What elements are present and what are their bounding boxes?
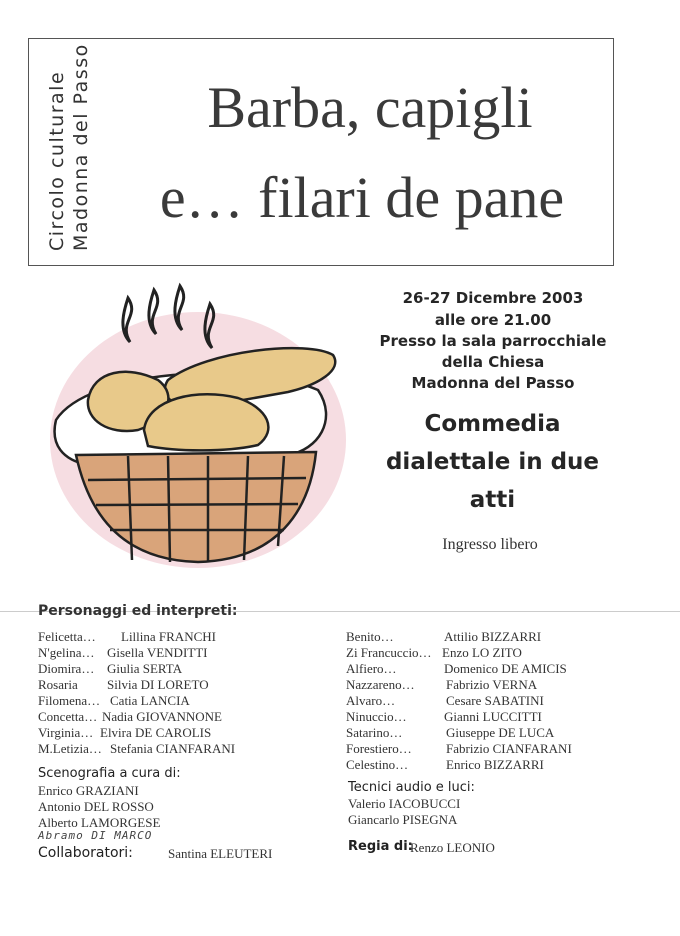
- actor: Silvia DI LORETO: [107, 677, 209, 692]
- organization-vertical: [38, 43, 98, 255]
- play-line3: atti: [469, 487, 516, 513]
- technicians-heading: Tecnici audio e luci:: [348, 780, 475, 795]
- event-venue-line3: Madonna del Passo: [411, 374, 575, 392]
- cast-heading: Personaggi ed interpreti:: [38, 603, 238, 619]
- bread-basket-illustration: [48, 280, 348, 580]
- event-venue-line1: Presso la sala parrocchiale: [379, 332, 607, 350]
- actor: Giuseppe DE LUCA: [446, 725, 555, 740]
- event-venue-line2: della Chiesa: [441, 353, 545, 371]
- entry-note: Ingresso libero: [442, 536, 538, 553]
- role: N'gelina…: [38, 645, 95, 660]
- technician: Giancarlo PISEGNA: [348, 812, 458, 827]
- play-line2: dialettale in due: [385, 449, 600, 475]
- title-line1: Barba, capigli: [207, 75, 533, 140]
- organization-line2: Madonna del Passo: [70, 43, 92, 251]
- handwritten-name: Abramo DI MARCO: [38, 829, 153, 842]
- role: Nazzareno…: [346, 677, 415, 692]
- actor: Stefania CIANFARANI: [110, 741, 236, 756]
- role: Felicetta…: [38, 629, 96, 644]
- collaborator-name: Santina ELEUTERI: [168, 846, 273, 861]
- actor: Enzo LO ZITO: [442, 645, 522, 660]
- actor: Enrico BIZZARRI: [446, 757, 544, 772]
- role: Virginia…: [38, 725, 94, 740]
- technician: Valerio IACOBUCCI: [348, 796, 461, 811]
- role: Celestino…: [346, 757, 409, 772]
- role: Rosaria: [38, 677, 78, 692]
- scenography-heading: Scenografia a cura di:: [38, 766, 181, 781]
- actor: Lillina FRANCHI: [121, 629, 216, 644]
- actor: Domenico DE AMICIS: [444, 661, 567, 676]
- actor: Attilio BIZZARRI: [444, 629, 542, 644]
- actor: Elvira DE CAROLIS: [100, 725, 212, 740]
- direction-label: Regia di:: [348, 839, 413, 854]
- actor: Cesare SABATINI: [446, 693, 544, 708]
- title-line2: e… filari de pane: [159, 165, 565, 230]
- actor: Nadia GIOVANNONE: [102, 709, 222, 724]
- actor: Gisella VENDITTI: [107, 645, 208, 660]
- role: Alvaro…: [346, 693, 396, 708]
- scenographer: Antonio DEL ROSSO: [38, 799, 154, 814]
- collaborators-label: Collaboratori:: [38, 845, 133, 861]
- scenographer: Alberto LAMORGESE: [38, 815, 161, 830]
- role: Benito…: [346, 629, 394, 644]
- role: M.Letizia…: [38, 741, 102, 756]
- role: Concetta…: [38, 709, 98, 724]
- event-date: 26-27 Dicembre 2003: [402, 289, 584, 307]
- role: Ninuccio…: [346, 709, 407, 724]
- actor: Fabrizio VERNA: [446, 677, 538, 692]
- role: Diomira…: [38, 661, 95, 676]
- actor: Giulia SERTA: [107, 661, 183, 676]
- role: Zi Francuccio…: [346, 645, 432, 660]
- director-name: Renzo LEONIO: [410, 840, 495, 855]
- actor: Gianni LUCCITTI: [444, 709, 542, 724]
- actor: Catia LANCIA: [110, 693, 190, 708]
- role: Alfiero…: [346, 661, 397, 676]
- role: Filomena…: [38, 693, 101, 708]
- role: Forestiero…: [346, 741, 412, 756]
- role: Satarino…: [346, 725, 403, 740]
- play-line1: Commedia: [424, 411, 561, 437]
- scenographer: Enrico GRAZIANI: [38, 783, 139, 798]
- organization-line1: Circolo culturale: [46, 70, 68, 251]
- event-time: alle ore 21.00: [434, 311, 552, 329]
- title-frame: [28, 38, 614, 266]
- actor: Fabrizio CIANFARANI: [446, 741, 572, 756]
